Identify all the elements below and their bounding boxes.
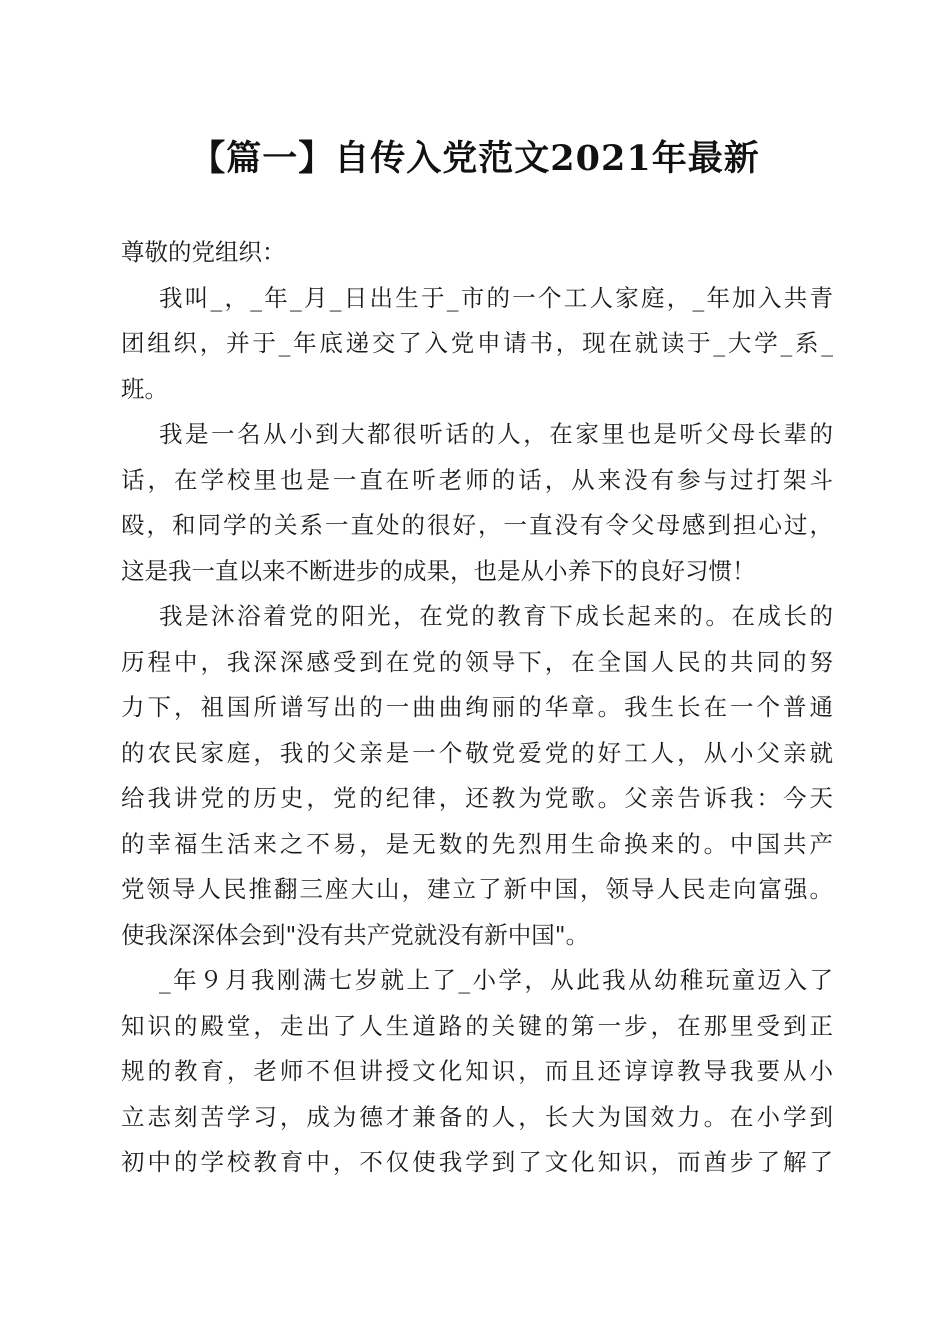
text-line: 知识的殿堂，走出了人生道路的关键的第一步，在那里受到正 — [121, 1011, 833, 1040]
text-line: 我是一名从小到大都很听话的人，在家里也是听父母长辈的 — [159, 420, 833, 448]
document-title: 【篇一】自传入党范文2021年最新 — [190, 138, 760, 179]
text-line: 话，在学校里也是一直在听老师的话，从来没有参与过打架斗 — [121, 465, 833, 494]
text-line: 我是沐浴着党的阳光，在党的教育下成长起来的。在成长的 — [159, 602, 833, 630]
text-line: 殴，和同学的关系一直处的很好，一直没有令父母感到担心过， — [121, 511, 833, 539]
text-line: 给我讲党的历史，党的纪律，还教为党歌。父亲告诉我：今天 — [121, 784, 833, 812]
text-line: 初中的学校教育中，不仅使我学到了文化知识，而酋步了解了 — [121, 1148, 833, 1176]
paragraph-3 — [121, 594, 833, 958]
text-line: 班。 — [121, 374, 168, 403]
text-line: 力下，祖国所谱写出的一曲曲绚丽的华章。我生长在一个普通 — [121, 693, 833, 721]
text-line: 的农民家庭，我的父亲是一个敬党爱党的好工人，从小父亲就 — [121, 738, 833, 767]
text-line: 党领导人民推翻三座大山，建立了新中国，领导人民走向富强。 — [121, 875, 833, 903]
paragraph-1 — [121, 276, 833, 413]
text-line: 我叫_，_年_月_日出生于_市的一个工人家庭，_年加入共青 — [159, 283, 833, 312]
text-line: 使我深深体会到"没有共产党就没有新中国"。 — [121, 920, 590, 949]
paragraph-4 — [121, 958, 833, 1186]
salutation: 尊敬的党组织： — [121, 238, 286, 266]
paragraph-2 — [121, 412, 833, 594]
document-body — [121, 230, 833, 1186]
text-line: 的幸福生活来之不易，是无数的先烈用生命换来的。中国共产 — [121, 829, 833, 858]
text-line: 历程中，我深深感受到在党的领导下，在全国人民的共同的努 — [121, 647, 833, 676]
text-line: _年９月我刚满七岁就上了_小学，从此我从幼稚玩童迈入了 — [159, 966, 833, 994]
text-line: 团组织，并于_年底递交了入党申请书，现在就读于_大学_系_ — [121, 329, 833, 357]
text-line: 立志刻苦学习，成为德才兼备的人，长大为国效力。在小学到 — [121, 1102, 833, 1131]
text-line: 规的教育，老师不但讲授文化知识，而且还谆谆教导我要从小 — [121, 1057, 833, 1085]
text-line: 这是我一直以来不断进步的成果，也是从小养下的良好习惯！ — [121, 556, 756, 585]
